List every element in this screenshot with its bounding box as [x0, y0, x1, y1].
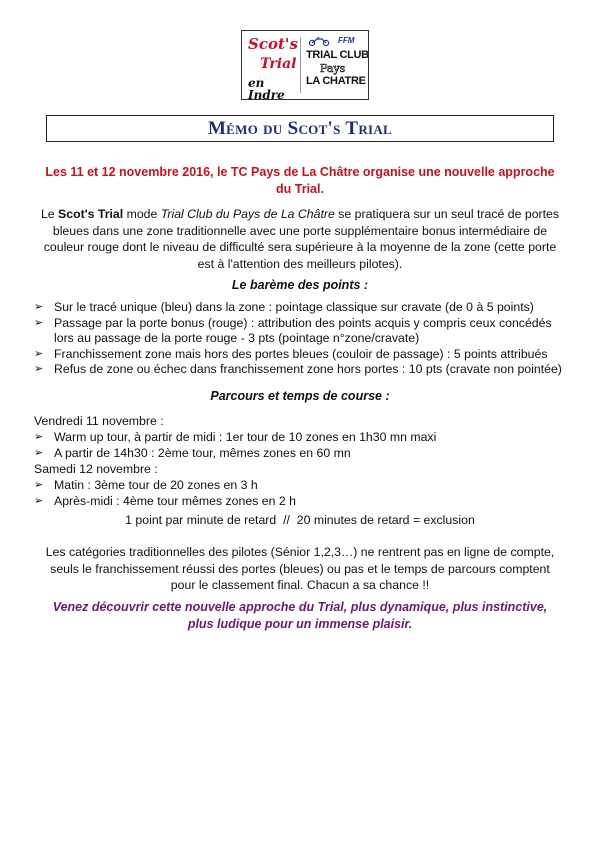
arrow-bullet-icon: ➢ [34, 447, 44, 459]
list-item [34, 493, 574, 509]
desc-italic-club: Trial Club du Pays de La Châtre [160, 207, 335, 221]
arrow-bullet-icon: ➢ [34, 316, 44, 329]
list-item-text: Après-midi : 4ème tour mêmes zones en 2 h [54, 494, 296, 508]
penalty-rule: 1 point par minute de retard // 20 minutes de retard = exclusion [125, 513, 475, 527]
bareme-heading: Le barème des points : [231, 278, 369, 292]
list-item-text: Warm up tour, à partir de midi : 1er tour de 10 zones en 1h30 mn maxi [54, 430, 437, 444]
club-logo [241, 30, 369, 100]
list-item [34, 477, 574, 493]
intro-paragraph: Les 11 et 12 novembre 2016, le TC Pays de La Châtre organise une nouvelle approche du Trial. [45, 165, 555, 196]
arrow-bullet-icon: ➢ [34, 479, 44, 491]
list-item [34, 362, 574, 378]
logo-text-trial: Trial [260, 56, 297, 72]
list-item [34, 445, 574, 461]
logo-text-pays: Pays [320, 62, 346, 75]
list-item-text: Sur le tracé unique (bleu) dans la zone : pointage classique sur cravate (de 0 à 5 points) [54, 300, 534, 314]
schedule [34, 413, 574, 509]
arrow-bullet-icon: ➢ [34, 347, 44, 360]
list-item-text: Passage par la porte bonus (rouge) : attribution des points acquis y compris ceux concédés lors au passage de la porte rouge - 3 pts (pointage n°zone/cravate) [54, 315, 552, 345]
list-item-text: Refus de zone ou échec dans franchissement zone hors portes : 10 pts (cravate non pointée) [54, 362, 562, 376]
logo-text-scots: Scot's [248, 35, 298, 53]
list-item [34, 429, 574, 445]
list-item-text: A partir de 14h30 : 2ème tour, mêmes zones en 60 mn [54, 446, 351, 460]
desc-bold-name: Scot's Trial [58, 207, 124, 221]
day-label-saturday: Samedi 12 novembre : [34, 462, 158, 476]
logo-text-trial-club: TRIAL CLUB [306, 49, 369, 61]
list-item-text: Franchissement zone mais hors des portes bleues (couloir de passage) : 5 points attribués [54, 346, 548, 361]
bareme-list [34, 300, 574, 378]
list-item [34, 316, 574, 347]
list-item [34, 300, 574, 316]
arrow-bullet-icon: ➢ [34, 495, 44, 507]
desc-text-3: se pratiquera sur un seul tracé de portes bleues dans une zone traditionnelle avec une porte supplémentaire bonus intermédiaire de couleur rouge dont le niveau de difficulté sera supérieure à la moyenne de la zone (cette porte est à l'attention des meilleurs pilotes). [43, 207, 560, 271]
logo-text-en-indre: en Indre [248, 76, 285, 102]
arrow-bullet-icon: ➢ [34, 431, 44, 443]
ffm-logo: FFM [338, 36, 355, 45]
description-paragraph [40, 206, 560, 272]
list-item [34, 347, 574, 363]
logo-divider [300, 37, 301, 93]
list-item-text: Matin : 3ème tour de 20 zones en 3 h [54, 478, 258, 492]
day-label-friday: Vendredi 11 novembre : [34, 414, 164, 428]
categories-paragraph: Les catégories traditionnelles des pilotes (Sénior 1,2,3…) ne rentrent pas en ligne de compte, seuls le franchissement réussi des portes (bleues) ou pas et le temps de parcours comptent pour le classement final. Chacun a sa chance !! [45, 545, 555, 592]
scots-trial-logo [244, 35, 300, 102]
parcours-heading: Parcours et temps de course : [210, 389, 390, 403]
page-title: Mémo du Scot's Trial [207, 117, 393, 139]
logo-text-la-chatre: LA CHATRE [306, 75, 366, 87]
desc-text-2: mode [123, 207, 161, 221]
trial-club-logo [304, 33, 369, 97]
arrow-bullet-icon: ➢ [34, 301, 44, 313]
title-banner [46, 115, 554, 142]
motorbike-icon [308, 36, 330, 46]
desc-text-1: Le [40, 207, 59, 221]
closing-invitation: Venez découvrir cette nouvelle approche du Trial, plus dynamique, plus instinctive, plus ludique pour un immense plaisir. [52, 600, 548, 631]
arrow-bullet-icon: ➢ [34, 363, 44, 375]
